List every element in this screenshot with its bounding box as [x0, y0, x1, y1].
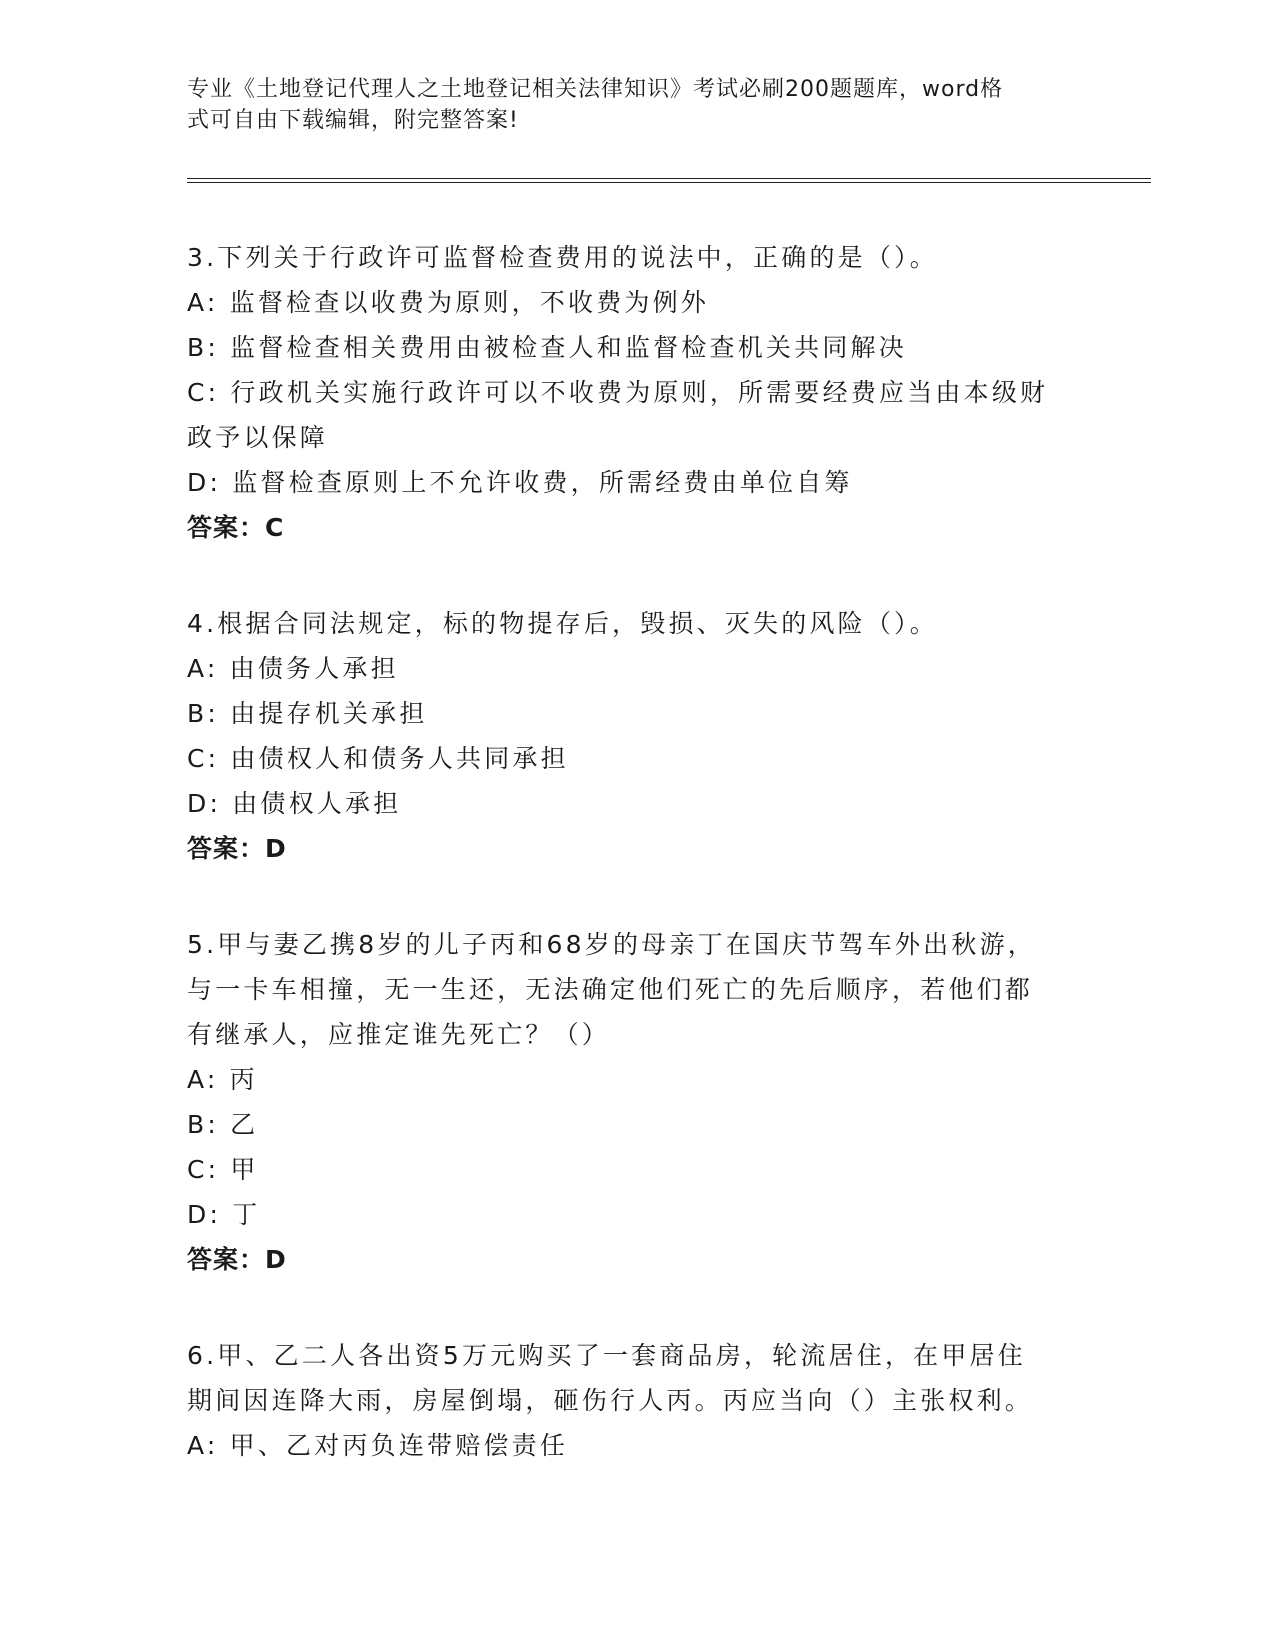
answer-label: 答案：C: [187, 513, 285, 542]
answer-label: 答案：D: [187, 1245, 287, 1274]
option-a: A: 甲、乙对丙负连带赔偿责任: [187, 1431, 569, 1460]
question-stem-line: 4.根据合同法规定，标的物提存后，毁损、灭失的风险（）。: [187, 609, 938, 638]
question-stem-line: 有继承人，应推定谁先死亡？（）: [187, 1020, 611, 1049]
question-3: [187, 235, 1087, 550]
header-divider: [187, 178, 1151, 183]
option-b: B: 由提存机关承担: [187, 699, 428, 728]
option-b: B: 乙: [187, 1110, 259, 1139]
question-stem-line: 期间因连降大雨，房屋倒塌，砸伤行人丙。丙应当向（）主张权利。: [187, 1386, 1034, 1415]
question-4: [187, 601, 1087, 871]
question-stem-line: 3.下列关于行政许可监督检查费用的说法中，正确的是（）。: [187, 243, 938, 272]
option-b: B: 监督检查相关费用由被检查人和监督检查机关共同解决: [187, 333, 907, 362]
question-stem-line: 6.甲、乙二人各出资5万元购买了一套商品房，轮流居住，在甲居住: [187, 1341, 1026, 1370]
header-line-2: 式可自由下载编辑，附完整答案!: [187, 108, 519, 133]
question-5: [187, 922, 1087, 1282]
answer-label: 答案：D: [187, 834, 287, 863]
question-list: [187, 235, 1087, 1519]
question-6: [187, 1333, 1087, 1468]
header-line-1: 专业《土地登记代理人之土地登记相关法律知识》考试必刷200题题库，word格: [187, 77, 1004, 102]
option-c: C: 行政机关实施行政许可以不收费为原则，所需要经费应当由本级财: [187, 378, 1049, 407]
option-d: D: 由债权人承担: [187, 789, 402, 818]
option-d: D: 丁: [187, 1200, 261, 1229]
document-header: [187, 74, 1067, 136]
option-a: A: 由债务人承担: [187, 654, 399, 683]
option-c: C: 甲: [187, 1155, 259, 1184]
option-a: A: 丙: [187, 1065, 258, 1094]
option-c: C: 由债权人和债务人共同承担: [187, 744, 569, 773]
option-c-continued: 政予以保障: [187, 423, 329, 452]
question-stem-line: 5.甲与妻乙携8岁的儿子丙和68岁的母亲丁在国庆节驾车外出秋游，: [187, 930, 1036, 959]
question-stem-line: 与一卡车相撞，无一生还，无法确定他们死亡的先后顺序，若他们都: [187, 975, 1034, 1004]
option-d: D: 监督检查原则上不允许收费，所需经费由单位自筹: [187, 468, 853, 497]
option-a: A: 监督检查以收费为原则，不收费为例外: [187, 288, 710, 317]
